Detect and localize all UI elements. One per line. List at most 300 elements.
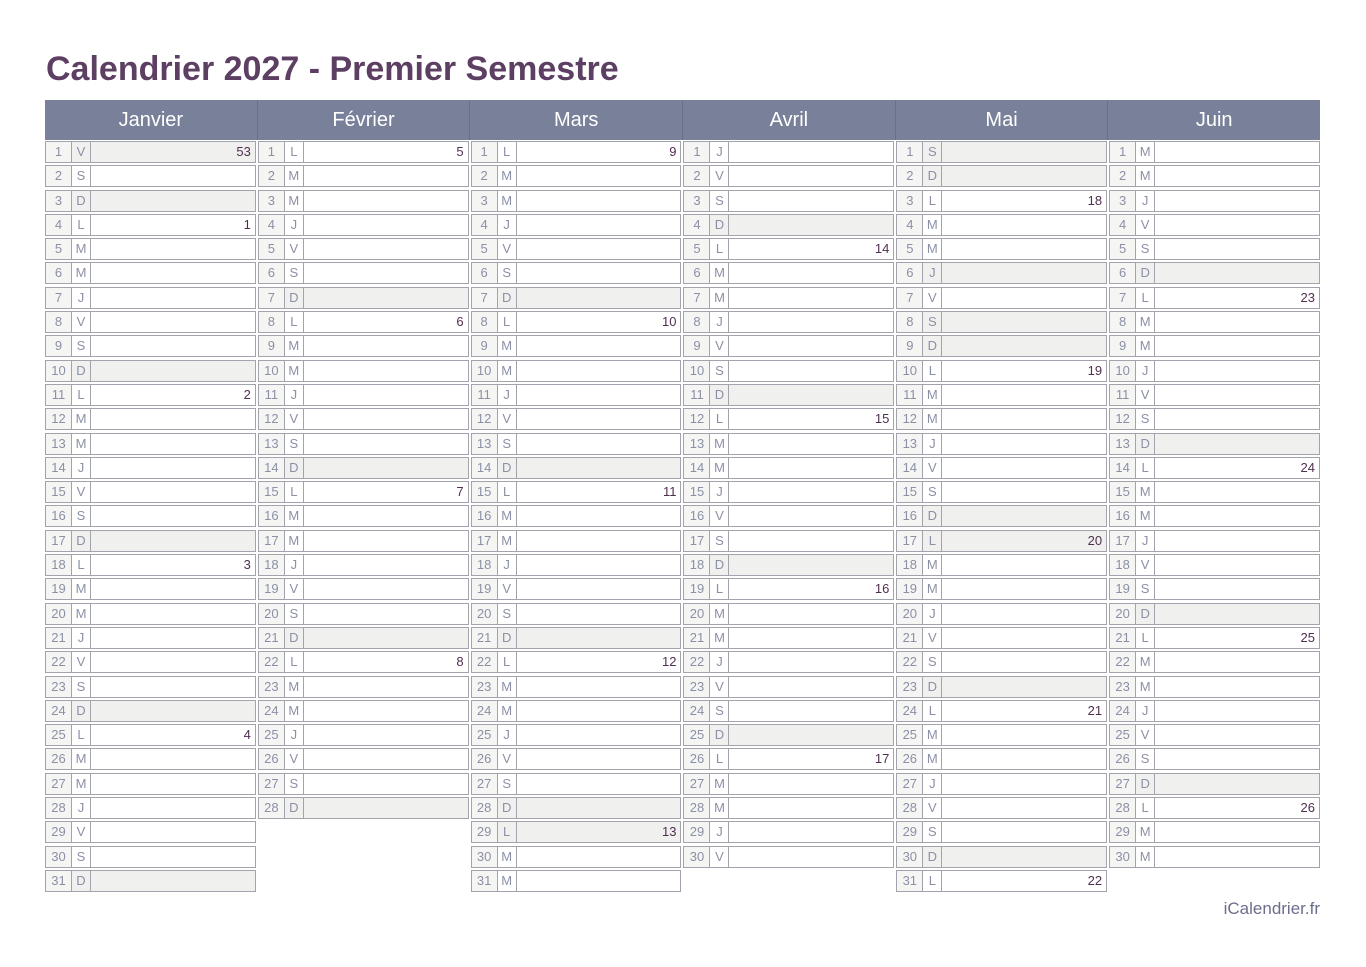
day-number-cell: 4 [897, 215, 923, 235]
day-row-mars-1 [471, 141, 682, 163]
day-number-cell: 18 [897, 555, 923, 575]
day-row-juin-1 [1109, 141, 1320, 163]
day-main-cell [1155, 385, 1319, 405]
day-row-mars-5 [471, 238, 682, 260]
day-number-cell: 23 [259, 677, 285, 697]
week-number: 16 [874, 581, 890, 597]
day-letter-cell: J [1136, 531, 1155, 551]
month-column-janvier [45, 141, 256, 892]
day-main-cell [1155, 288, 1319, 308]
day-letter-cell: S [498, 774, 517, 794]
day-row-janvier-10 [45, 360, 256, 382]
day-main-cell [304, 288, 468, 308]
day-letter-cell: D [923, 336, 942, 356]
day-number-cell: 1 [259, 142, 285, 162]
week-number: 26 [1300, 800, 1315, 816]
day-main-cell [304, 239, 468, 259]
day-main-cell [1155, 822, 1319, 842]
day-main-cell [304, 263, 468, 283]
day-number-cell: 29 [897, 822, 923, 842]
week-number: 18 [1087, 192, 1103, 208]
day-main-cell [91, 798, 255, 818]
day-main-cell [1155, 215, 1319, 235]
day-main-cell [729, 774, 893, 794]
day-row-fevrier-24 [258, 700, 469, 722]
day-number-cell: 18 [684, 555, 710, 575]
day-number-cell: 16 [46, 506, 72, 526]
day-main-cell [942, 385, 1106, 405]
day-row-janvier-14 [45, 457, 256, 479]
day-main-cell [304, 385, 468, 405]
day-letter-cell: D [1136, 434, 1155, 454]
day-number-cell: 15 [259, 482, 285, 502]
day-letter-cell: M [285, 166, 304, 186]
week-number: 3 [243, 557, 251, 573]
day-row-avril-18 [683, 554, 894, 576]
day-row-mai-14 [896, 457, 1107, 479]
day-main-cell [91, 506, 255, 526]
day-row-mars-31 [471, 870, 682, 892]
day-letter-cell: L [923, 531, 942, 551]
day-letter-cell: L [285, 652, 304, 672]
day-number-cell: 19 [259, 579, 285, 599]
day-main-cell [1155, 506, 1319, 526]
day-number-cell: 9 [259, 336, 285, 356]
day-number-cell: 11 [472, 385, 498, 405]
day-row-mars-16 [471, 505, 682, 527]
day-letter-cell: V [923, 628, 942, 648]
day-main-cell [91, 579, 255, 599]
week-number: 6 [456, 314, 464, 330]
day-number-cell: 7 [684, 288, 710, 308]
day-letter-cell: M [72, 774, 91, 794]
day-main-cell [304, 434, 468, 454]
day-row-fevrier-7 [258, 287, 469, 309]
day-number-cell: 30 [684, 847, 710, 867]
day-main-cell [91, 336, 255, 356]
day-letter-cell: L [498, 482, 517, 502]
day-row-mai-18 [896, 554, 1107, 576]
day-number-cell: 6 [1110, 263, 1136, 283]
day-letter-cell: J [498, 555, 517, 575]
day-main-cell [729, 506, 893, 526]
day-row-fevrier-13 [258, 433, 469, 455]
day-main-cell [1155, 312, 1319, 332]
week-number: 20 [1087, 532, 1103, 548]
day-number-cell: 28 [46, 798, 72, 818]
day-number-cell: 12 [472, 409, 498, 429]
day-number-cell: 4 [684, 215, 710, 235]
day-row-avril-28 [683, 797, 894, 819]
day-letter-cell: V [285, 409, 304, 429]
day-number-cell: 3 [472, 191, 498, 211]
day-letter-cell: M [498, 701, 517, 721]
day-number-cell: 24 [259, 701, 285, 721]
brand-link[interactable]: iCalendrier.fr [1223, 899, 1320, 918]
day-number-cell: 20 [472, 604, 498, 624]
day-row-juin-12 [1109, 408, 1320, 430]
day-letter-cell: V [710, 677, 729, 697]
day-letter-cell: J [72, 458, 91, 478]
calendar-table [45, 100, 1320, 892]
day-number-cell: 4 [1110, 215, 1136, 235]
day-letter-cell: J [72, 628, 91, 648]
day-main-cell [517, 288, 681, 308]
day-number-cell: 8 [472, 312, 498, 332]
day-number-cell: 4 [259, 215, 285, 235]
day-number-cell: 13 [259, 434, 285, 454]
day-letter-cell: J [1136, 191, 1155, 211]
day-number-cell: 1 [472, 142, 498, 162]
day-row-janvier-17 [45, 530, 256, 552]
day-main-cell [1155, 482, 1319, 502]
day-row-janvier-29 [45, 821, 256, 843]
day-number-cell: 12 [259, 409, 285, 429]
day-letter-cell: J [498, 215, 517, 235]
day-number-cell: 22 [684, 652, 710, 672]
day-main-cell [942, 531, 1106, 551]
day-main-cell [729, 434, 893, 454]
day-main-cell [1155, 239, 1319, 259]
day-main-cell [729, 822, 893, 842]
day-letter-cell: M [285, 506, 304, 526]
day-row-juin-17 [1109, 530, 1320, 552]
day-row-fevrier-5 [258, 238, 469, 260]
day-row-mai-4 [896, 214, 1107, 236]
day-number-cell: 4 [46, 215, 72, 235]
day-main-cell [91, 288, 255, 308]
day-letter-cell: M [1136, 822, 1155, 842]
month-header-janvier: Janvier [45, 100, 257, 140]
day-letter-cell: M [923, 239, 942, 259]
day-row-avril-4 [683, 214, 894, 236]
day-letter-cell: M [710, 434, 729, 454]
day-number-cell: 27 [46, 774, 72, 794]
day-number-cell: 27 [897, 774, 923, 794]
day-row-mars-26 [471, 748, 682, 770]
day-letter-cell: D [498, 798, 517, 818]
day-row-fevrier-21 [258, 627, 469, 649]
day-letter-cell: V [1136, 215, 1155, 235]
day-number-cell: 23 [1110, 677, 1136, 697]
day-letter-cell: L [72, 555, 91, 575]
day-letter-cell: V [923, 798, 942, 818]
day-number-cell: 13 [46, 434, 72, 454]
day-number-cell: 26 [684, 749, 710, 769]
day-letter-cell: V [1136, 385, 1155, 405]
day-letter-cell: S [72, 847, 91, 867]
day-row-mai-22 [896, 651, 1107, 673]
day-letter-cell: L [923, 701, 942, 721]
day-main-cell [517, 774, 681, 794]
day-number-cell: 8 [46, 312, 72, 332]
day-number-cell: 15 [472, 482, 498, 502]
day-letter-cell: J [285, 385, 304, 405]
day-row-mai-29 [896, 821, 1107, 843]
day-number-cell: 28 [259, 798, 285, 818]
day-main-cell [942, 506, 1106, 526]
day-letter-cell: L [923, 191, 942, 211]
day-row-mai-30 [896, 846, 1107, 868]
day-number-cell: 3 [259, 191, 285, 211]
day-row-mai-3 [896, 190, 1107, 212]
day-number-cell: 10 [1110, 361, 1136, 381]
day-row-fevrier-12 [258, 408, 469, 430]
day-main-cell [1155, 798, 1319, 818]
day-main-cell [91, 482, 255, 502]
day-row-mai-10 [896, 360, 1107, 382]
day-number-cell: 13 [684, 434, 710, 454]
day-main-cell [1155, 191, 1319, 211]
day-letter-cell: L [923, 361, 942, 381]
day-number-cell: 14 [259, 458, 285, 478]
day-row-fevrier-6 [258, 262, 469, 284]
day-main-cell [942, 725, 1106, 745]
day-main-cell [729, 652, 893, 672]
day-number-cell: 5 [1110, 239, 1136, 259]
day-row-janvier-27 [45, 773, 256, 795]
day-row-mai-2 [896, 165, 1107, 187]
day-number-cell: 24 [1110, 701, 1136, 721]
day-letter-cell: D [72, 191, 91, 211]
day-main-cell [942, 579, 1106, 599]
day-letter-cell: S [72, 336, 91, 356]
day-number-cell: 10 [897, 361, 923, 381]
day-row-fevrier-2 [258, 165, 469, 187]
day-letter-cell: L [710, 409, 729, 429]
day-main-cell [304, 604, 468, 624]
day-main-cell [517, 725, 681, 745]
day-row-mai-20 [896, 603, 1107, 625]
day-main-cell [91, 531, 255, 551]
day-row-janvier-19 [45, 578, 256, 600]
day-number-cell: 19 [684, 579, 710, 599]
day-letter-cell: V [498, 579, 517, 599]
week-number: 19 [1087, 362, 1103, 378]
day-letter-cell: D [710, 385, 729, 405]
day-number-cell: 19 [1110, 579, 1136, 599]
day-row-fevrier-16 [258, 505, 469, 527]
day-row-janvier-2 [45, 165, 256, 187]
day-number-cell: 2 [46, 166, 72, 186]
day-main-cell [729, 628, 893, 648]
day-main-cell [729, 749, 893, 769]
day-number-cell: 11 [684, 385, 710, 405]
day-number-cell: 26 [1110, 749, 1136, 769]
day-main-cell [91, 701, 255, 721]
day-number-cell: 22 [472, 652, 498, 672]
day-row-juin-2 [1109, 165, 1320, 187]
day-letter-cell: M [923, 749, 942, 769]
day-letter-cell: M [710, 774, 729, 794]
day-row-avril-13 [683, 433, 894, 455]
day-row-avril-22 [683, 651, 894, 673]
day-row-avril-7 [683, 287, 894, 309]
day-letter-cell: D [923, 506, 942, 526]
day-main-cell [729, 215, 893, 235]
day-letter-cell: M [923, 409, 942, 429]
day-letter-cell: M [285, 361, 304, 381]
day-main-cell [1155, 142, 1319, 162]
day-number-cell: 12 [897, 409, 923, 429]
day-letter-cell: J [710, 482, 729, 502]
day-letter-cell: S [710, 701, 729, 721]
day-letter-cell: V [498, 749, 517, 769]
day-number-cell: 10 [472, 361, 498, 381]
day-row-avril-26 [683, 748, 894, 770]
day-row-juin-24 [1109, 700, 1320, 722]
day-letter-cell: J [285, 555, 304, 575]
day-letter-cell: D [285, 458, 304, 478]
day-letter-cell: L [72, 215, 91, 235]
day-row-mars-3 [471, 190, 682, 212]
day-main-cell [517, 798, 681, 818]
day-row-mars-9 [471, 335, 682, 357]
day-number-cell: 17 [472, 531, 498, 551]
day-number-cell: 29 [1110, 822, 1136, 842]
day-main-cell [517, 482, 681, 502]
day-main-cell [517, 677, 681, 697]
day-row-janvier-30 [45, 846, 256, 868]
day-number-cell: 1 [684, 142, 710, 162]
day-row-mai-8 [896, 311, 1107, 333]
day-row-juin-23 [1109, 676, 1320, 698]
day-row-janvier-11 [45, 384, 256, 406]
day-number-cell: 20 [897, 604, 923, 624]
day-main-cell [304, 312, 468, 332]
day-letter-cell: D [72, 531, 91, 551]
day-row-mars-15 [471, 481, 682, 503]
day-letter-cell: J [1136, 361, 1155, 381]
day-main-cell [304, 361, 468, 381]
day-number-cell: 9 [684, 336, 710, 356]
day-number-cell: 2 [472, 166, 498, 186]
day-letter-cell: M [1136, 482, 1155, 502]
day-main-cell [91, 652, 255, 672]
day-row-juin-14 [1109, 457, 1320, 479]
day-main-cell [942, 239, 1106, 259]
day-row-fevrier-15 [258, 481, 469, 503]
day-letter-cell: D [710, 215, 729, 235]
day-letter-cell: V [710, 336, 729, 356]
day-letter-cell: J [72, 798, 91, 818]
day-main-cell [942, 166, 1106, 186]
day-main-cell [517, 579, 681, 599]
day-row-avril-30 [683, 846, 894, 868]
day-row-juin-3 [1109, 190, 1320, 212]
day-row-avril-11 [683, 384, 894, 406]
day-row-mars-30 [471, 846, 682, 868]
day-number-cell: 3 [684, 191, 710, 211]
day-row-janvier-1 [45, 141, 256, 163]
day-number-cell: 20 [259, 604, 285, 624]
day-row-mai-19 [896, 578, 1107, 600]
day-main-cell [517, 385, 681, 405]
day-number-cell: 2 [684, 166, 710, 186]
day-letter-cell: S [72, 166, 91, 186]
day-row-avril-12 [683, 408, 894, 430]
day-row-avril-2 [683, 165, 894, 187]
day-letter-cell: D [923, 166, 942, 186]
day-main-cell [1155, 409, 1319, 429]
day-main-cell [304, 579, 468, 599]
day-row-mars-12 [471, 408, 682, 430]
day-number-cell: 26 [472, 749, 498, 769]
day-letter-cell: S [710, 531, 729, 551]
day-number-cell: 7 [259, 288, 285, 308]
day-number-cell: 25 [259, 725, 285, 745]
week-number: 21 [1087, 702, 1103, 718]
day-main-cell [304, 142, 468, 162]
day-number-cell: 4 [472, 215, 498, 235]
day-main-cell [942, 434, 1106, 454]
day-main-cell [1155, 628, 1319, 648]
day-main-cell [942, 798, 1106, 818]
day-row-mai-12 [896, 408, 1107, 430]
month-column-fevrier [258, 141, 469, 892]
day-letter-cell: J [72, 288, 91, 308]
day-row-avril-8 [683, 311, 894, 333]
day-letter-cell: S [72, 677, 91, 697]
day-main-cell [942, 774, 1106, 794]
day-main-cell [91, 458, 255, 478]
day-main-cell [304, 652, 468, 672]
day-letter-cell: D [72, 361, 91, 381]
month-header-avril: Avril [682, 100, 895, 140]
day-main-cell [517, 822, 681, 842]
day-main-cell [91, 215, 255, 235]
day-main-cell [942, 555, 1106, 575]
day-letter-cell: M [72, 749, 91, 769]
day-number-cell: 3 [897, 191, 923, 211]
day-letter-cell: V [710, 506, 729, 526]
week-number: 25 [1300, 629, 1315, 645]
day-row-mai-6 [896, 262, 1107, 284]
day-main-cell [942, 191, 1106, 211]
day-letter-cell: J [1136, 701, 1155, 721]
day-letter-cell: M [72, 239, 91, 259]
day-row-fevrier-17 [258, 530, 469, 552]
day-letter-cell: S [1136, 409, 1155, 429]
day-number-cell: 13 [1110, 434, 1136, 454]
day-row-fevrier-4 [258, 214, 469, 236]
day-letter-cell: M [710, 628, 729, 648]
day-main-cell [729, 847, 893, 867]
day-row-juin-27 [1109, 773, 1320, 795]
day-number-cell: 23 [897, 677, 923, 697]
day-main-cell [304, 749, 468, 769]
day-main-cell [304, 166, 468, 186]
day-letter-cell: S [710, 191, 729, 211]
day-letter-cell: S [1136, 579, 1155, 599]
day-main-cell [942, 652, 1106, 672]
day-row-janvier-28 [45, 797, 256, 819]
day-row-juin-19 [1109, 578, 1320, 600]
day-number-cell: 20 [684, 604, 710, 624]
day-number-cell: 12 [684, 409, 710, 429]
week-number: 8 [456, 654, 464, 670]
day-main-cell [1155, 531, 1319, 551]
day-letter-cell: V [498, 409, 517, 429]
day-number-cell: 30 [46, 847, 72, 867]
month-header-mars: Mars [469, 100, 682, 140]
day-row-mars-14 [471, 457, 682, 479]
month-column-juin [1109, 141, 1320, 892]
week-number: 4 [243, 727, 251, 743]
day-row-avril-24 [683, 700, 894, 722]
day-row-fevrier-10 [258, 360, 469, 382]
day-row-juin-8 [1109, 311, 1320, 333]
